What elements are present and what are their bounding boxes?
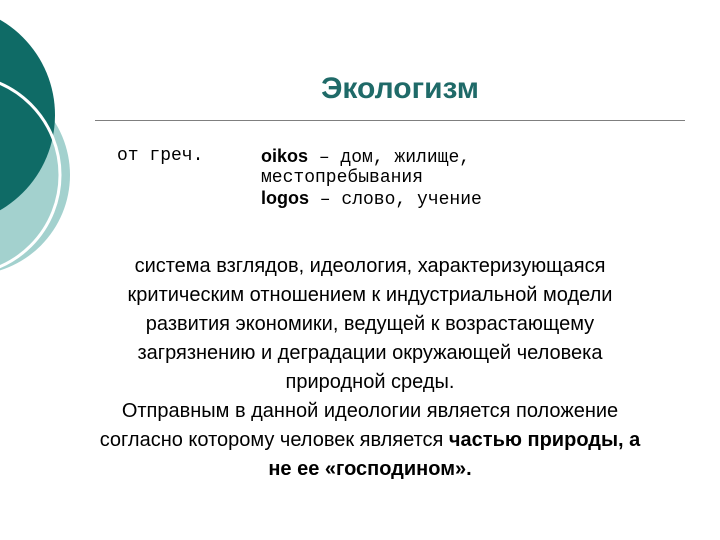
definition-line-2: критическим отношением к индустриальной модели (127, 284, 613, 306)
definition-line-7-bold: частью природы, а (448, 429, 641, 451)
definition-line-8 (20, 455, 720, 484)
definition-line-6: Отправным в данной идеологии является положение (121, 400, 619, 422)
slide-title: Экологизм (321, 72, 479, 105)
definition-line-8-bold: не ее «господином». (268, 458, 472, 480)
etymology-entry-logos (261, 188, 561, 210)
term-oikos: oikos (261, 146, 309, 166)
meaning-logos: – слово, учение (309, 190, 482, 210)
definition-line-3: развития экономики, ведущей к возрастающему (145, 313, 595, 335)
definition-line-1: система взглядов, идеология, характеризующаяся (134, 255, 606, 277)
term-logos: logos (261, 188, 309, 208)
definition-line-4: загрязнению и деградации окружающей человека (137, 342, 603, 364)
title-divider (95, 120, 685, 121)
etymology-from-label: от греч. (117, 146, 204, 166)
definition-line-7-plain: согласно которому человек является (99, 429, 449, 451)
meaning-oikos-continued: местопребывания (261, 168, 424, 188)
definition-line-7 (20, 426, 720, 455)
meaning-oikos: – дом, жилище, (308, 148, 471, 168)
definition-text (20, 252, 720, 484)
etymology-list (261, 146, 561, 210)
etymology-entry-oikos (261, 146, 561, 168)
definition-line-5: природной среды. (285, 371, 455, 393)
